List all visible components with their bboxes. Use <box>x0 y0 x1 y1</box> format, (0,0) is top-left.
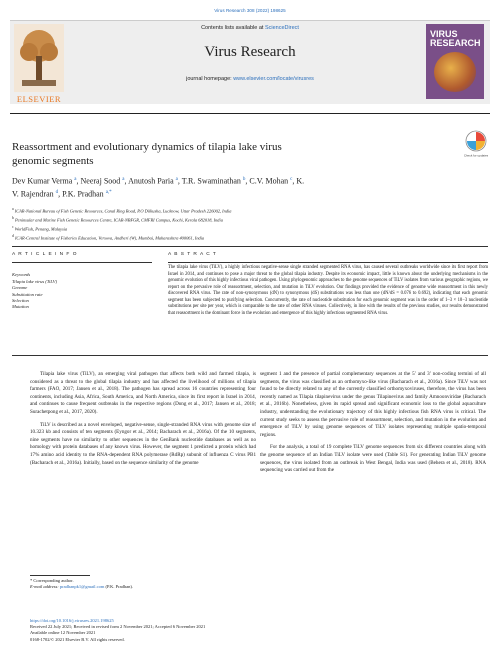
received-dates: Received 22 July 2021; Received in revised form 2 November 2021; Accepted 6 November 2021 <box>30 624 206 630</box>
author-list <box>12 174 482 199</box>
body-paragraph: Tilapia lake virus (TiLV), an emerging viral pathogen that affects both wild and farmed tilapia, is considered as a threat to the global tilapia industry and has affected the livelihood of millions of tilapia farmers (FAO, 2017; Jansen et al., 2018). The pathogen has spread across 16 countries representing four continents, including Asia, Africa, South America, and North America, since its first report in Israel in 2014, and continues to cause frequent outbreaks in the respective regions (Dong et al., 2017; Jansen et al., 2018; Surachetpong et al., 2017, 2020). <box>30 371 256 415</box>
author-name[interactable]: Dev Kumar Verma <box>12 176 73 186</box>
author-affil-sup[interactable]: c <box>290 177 293 182</box>
author-name[interactable]: T.R. Swaminathan <box>181 176 241 186</box>
authors-line2: V. Rajendran $^d$, P.K. Pradhan $^{a,*}$ <box>12 189 112 199</box>
affiliation-item: $^d$ ICAR-Central Institute of Fisheries Education, Versova, Andheri (W), Mumbai, Maharashtra 400061, India <box>12 234 205 241</box>
abstract-divider <box>168 262 488 263</box>
abstract-bottom-divider <box>12 355 488 356</box>
publication-info <box>30 618 330 643</box>
journal-reference[interactable]: Virus Research 308 (2022) 198625 <box>214 8 286 13</box>
author-affil-sup[interactable]: a <box>74 177 77 182</box>
body-column-left <box>30 371 256 472</box>
keyword-item: Substitution rate <box>12 291 43 297</box>
body-column-right <box>260 371 486 480</box>
article-info-heading: A R T I C L E I N F O <box>12 252 78 257</box>
contents-line <box>110 25 390 31</box>
affiliation-item: $^b$ Peninsular and Marine Fish Genetic Resources Centre, ICAR-NBFGR, CMFRI Campus, Kochi, Kerala 682018, India <box>12 216 223 223</box>
section-divider <box>12 246 488 247</box>
contents-prefix: Contents lists available at <box>201 25 265 31</box>
homepage-link[interactable]: www.elsevier.com/locate/virusres <box>233 76 314 82</box>
check-badge-label: Check for updates <box>464 153 488 158</box>
corresponding-author-label: * Corresponding author. <box>30 578 74 583</box>
keyword-item: Tilapia lake virus (TiLV) <box>12 279 58 284</box>
author-name[interactable]: Anutosh Paria <box>128 176 174 186</box>
body-paragraph: For the analysis, a total of 19 complete TiLV genome sequences from six different countries along with the genome sequence of an Indian TiLV isolate were used (Table S1). For generating Indian TiLV genome sequences, the virus isolated from an outbreak in West Bengal, India was used (Behera et al., 2018). RNA sequencing was carried out from the <box>260 444 486 474</box>
author-affil-sup[interactable]: d <box>55 189 59 195</box>
header-divider <box>10 113 490 114</box>
keyword-item: Mutation <box>12 304 29 310</box>
available-online: Available online 12 November 2021 <box>30 630 96 636</box>
keywords-heading: Keywords <box>12 272 31 277</box>
check-for-updates-icon[interactable] <box>464 130 488 158</box>
publisher-name: ELSEVIER <box>16 94 62 104</box>
abstract-heading: A B S T R A C T <box>168 252 217 257</box>
keyword-item: Selection <box>12 297 29 303</box>
cover-virus-graphic <box>434 52 476 92</box>
email-line: E-mail address: pradhanpk1@gmail.com (P.K. Pradhan). <box>30 584 133 590</box>
header-background <box>10 20 490 104</box>
article-title-line2: genomic segments <box>12 155 94 167</box>
author-name[interactable]: K. <box>296 176 305 186</box>
sciencedirect-link[interactable]: ScienceDirect <box>264 25 299 31</box>
author-affil-sup[interactable]: a,* <box>105 189 112 195</box>
article-title <box>12 140 392 168</box>
body-paragraph: TiLV is described as a novel enveloped, negative-sense, single-stranded RNA virus with genome size of 10.323 kb and consists of ten segments (Eyngor et al., 2014; Bacharach et al., 2016a). Of the 10 segments, nine segments have no similarity to other sequences in the GenBank nucleotide databases as well as no homology with protein databases of any known virus. However, the segment 1 predicted a protein which had 17% amino acid identity to the RNA-dependent RNA polymerase (RdRp) subunit of influenza C virus PB1 (Bacharach et al., 2016a). Initially, based on the sequence similarity of the genome <box>30 421 256 466</box>
journal-title: Virus Research <box>204 44 296 60</box>
author-affil-sup[interactable]: b <box>242 177 246 182</box>
author-affil-sup[interactable]: a <box>175 177 178 182</box>
body-paragraph: segment 1 and the presence of partial complementary sequences at the 5′ and 3′ non-coding termini of all segments, the virus was classified as an orthomyxo-like virus (Bacharach et al., 2016a). Since TiLV was not found to be directly related to any of the currently classified orthomyxoviruses, therefore, the virus has been recently named as Tilapia tilapinevirus under the genus Tilapinevirus and family Amnoonviridae (Bacharach et al., 2016b). Nonetheless, given its rapid spread and significant economic loss to the global aquaculture industry, understanding the evolutionary trajectory of this highly infectious fish RNA virus is critical. The current study seeks to assess the pervasive role of reassortment, selection, and mutation in the evolution and emergence of TiLV by using genome sequences of TiLV isolates representing multiple spatio-temporal regions. <box>260 371 486 438</box>
abstract-text: The tilapia lake virus (TiLV), a highly infectious negative-sense single stranded segmented RNA virus, has caused several outbreaks worldwide since its first report from Israel in 2014, and continues to pose a major threat to the global tilapia industry. Despite its economic impact, little is known about the underlying mechanisms in the genomic evolution of this highly infectious viral pathogen. Using phylogenomic approaches to the genome sequences of TiLV isolates from various geographic regions, we report on the pervasive role of reassortment, selection, and mutation in TiLV evolution. Our findings provided the evidence of genome wide reassortment in this newly discovered RNA virus. The rate of non-synonymous (dN) to synonymous (dS) substitutions was less than one (dN/dS = 0.076 to 0.692), indicating that each genomic segment has been subjected to purifying selection. Concurrently, the rate of nucleotide substitution for each genomic segment was in the order of 1–3 × 10−3 nucleotide substitutions per site per year, which is comparable to the rate of other RNA viruses. Collectively, in line with the results of the previous studies, our results demonstrated that reassortment is the dominant force in the evolution and emergence of this highly infectious segmented RNA virus. <box>168 265 488 316</box>
authors-line1: Dev Kumar Verma $^a$, Neeraj Sood $^a$, Anutosh Paria $^a$, T.R. Swaminathan $^b$, C.V. Mohan $^c$, K. <box>12 176 305 186</box>
author-name[interactable]: V. Rajendran <box>12 189 54 199</box>
keyword-item: Genome <box>12 285 28 291</box>
cover-title-line2: RESEARCH <box>430 38 481 48</box>
affiliation-item: $^c$ WorldFish, Penang, Malaysia <box>12 225 68 232</box>
affiliation-item: $^a$ ICAR-National Bureau of Fish Genetic Resources, Canal Ring Road, P.O Dilkusha, Lucknow, Uttar Pradesh 226002, India <box>12 207 232 214</box>
footnote <box>30 578 330 591</box>
copyright: 0168-1702/© 2021 Elsevier B.V. All rights reserved. <box>30 636 125 642</box>
journal-header <box>10 20 490 110</box>
keyword-list <box>12 279 57 310</box>
footnote-divider <box>30 575 90 576</box>
author-name[interactable]: C.V. Mohan <box>249 176 289 186</box>
author-affil-sup[interactable]: a <box>122 177 125 182</box>
author-name[interactable]: P.K. Pradhan <box>62 189 104 199</box>
cover-title <box>430 30 481 48</box>
doi-link[interactable]: https://doi.org/10.1016/j.virusres.2021.198625 <box>30 618 114 623</box>
info-divider <box>12 262 152 263</box>
elsevier-tree-logo <box>14 24 64 92</box>
cover-title-line1: VIRUS <box>430 29 458 39</box>
article-title-line1: Reassortment and evolutionary dynamics of tilapia lake virus <box>12 141 282 153</box>
author-name[interactable]: Neeraj Sood <box>80 176 121 186</box>
email-link[interactable]: pradhanpk1@gmail.com <box>59 584 105 590</box>
affiliation-list <box>12 206 482 242</box>
homepage-label: journal homepage: <box>186 76 234 82</box>
homepage-line <box>110 76 390 82</box>
journal-cover-image <box>426 24 484 99</box>
